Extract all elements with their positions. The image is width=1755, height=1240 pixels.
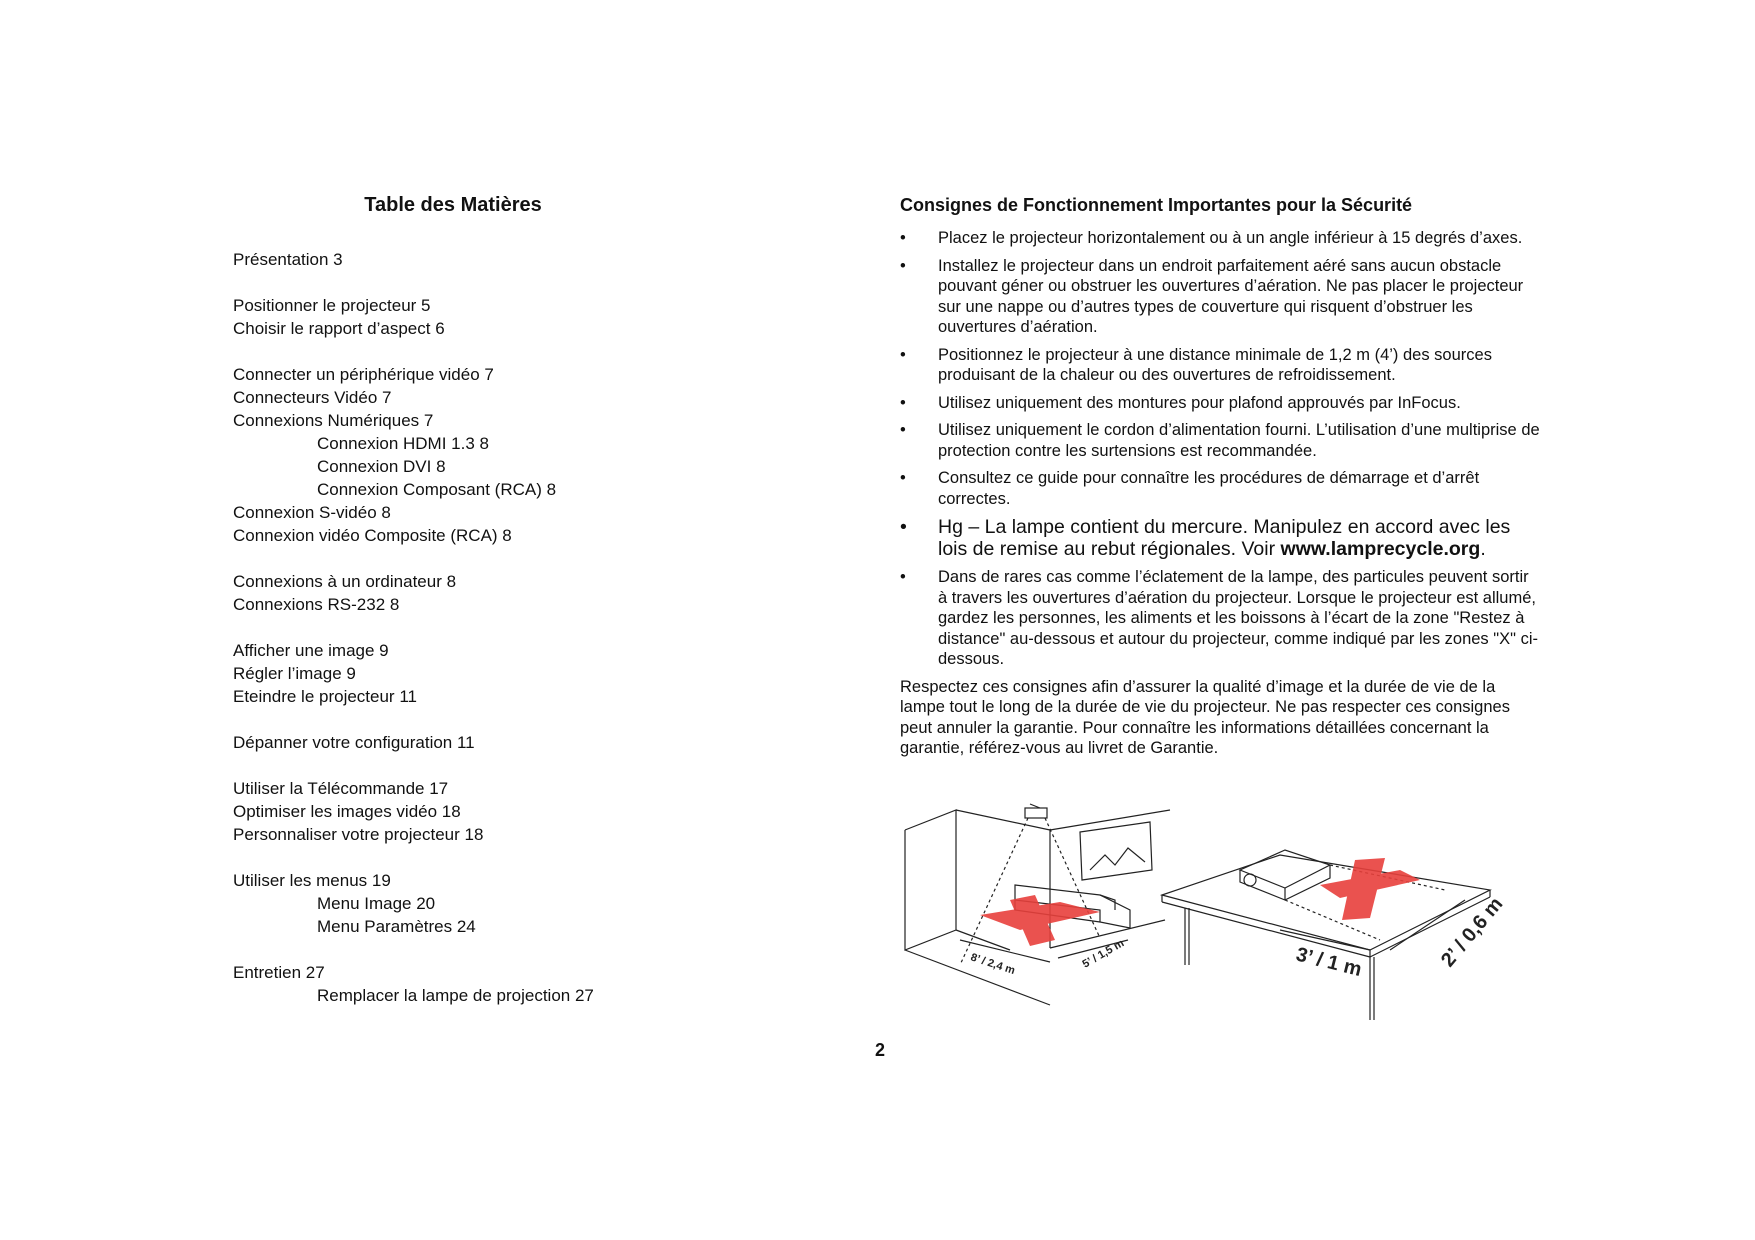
bullet-icon: • xyxy=(900,393,906,412)
safety-item-text: Utilisez uniquement des montures pour plafond approuvés par InFocus. xyxy=(938,393,1461,412)
safety-title: Consignes de Fonctionnement Importantes pour la Sécurité xyxy=(900,195,1413,215)
safety-item xyxy=(900,345,1540,386)
mercury-end: . xyxy=(1480,538,1486,560)
toc-entry: Connexion HDMI 1.3 8 xyxy=(317,434,489,453)
room-ceiling-edge xyxy=(1050,810,1170,830)
ceiling-projector xyxy=(1025,808,1047,818)
toc-entry: Afficher une image 9 xyxy=(233,641,389,660)
toc-entry: Régler l’image 9 xyxy=(233,664,356,683)
toc-entry: Utiliser les menus 19 xyxy=(233,871,391,890)
toc-entry: Utiliser la Télécommande 17 xyxy=(233,779,449,798)
toc-entry: Connexions à un ordinateur 8 xyxy=(233,572,457,591)
safety-item xyxy=(900,228,1540,249)
safety-item-text: Positionnez le projecteur à une distance minimale de 1,2 m (4’) des sources produisant de la chaleur ou des ouvertures de refroidissement. xyxy=(938,345,1492,384)
bullet-icon: • xyxy=(900,345,906,364)
toc-entry: Connexion vidéo Composite (RCA) 8 xyxy=(233,526,512,545)
toc-entry: Menu Paramètres 24 xyxy=(317,917,476,936)
label-5ft: 5’ / 1,5 m xyxy=(1080,937,1127,971)
bullet-icon: • xyxy=(900,256,906,275)
safety-item-mercury xyxy=(900,516,1540,560)
safety-section xyxy=(900,195,1540,759)
bullet-icon: • xyxy=(900,229,906,247)
toc-entry: Connexion Composant (RCA) 8 xyxy=(317,480,557,499)
safety-item xyxy=(900,393,1540,414)
toc-entry: Menu Image 20 xyxy=(317,894,436,913)
toc-entry: Connexion DVI 8 xyxy=(317,457,446,476)
page-number: 2 xyxy=(874,1040,885,1060)
label-8ft: 8’ / 2,4 m xyxy=(969,951,1017,978)
lamprecycle-link[interactable]: www.lamprecycle.org xyxy=(1280,538,1481,560)
bullet-icon: • xyxy=(900,568,906,586)
placement-illustration xyxy=(900,800,1540,1030)
toc-entry: Entretien 27 xyxy=(233,963,325,982)
keep-away-x-zones xyxy=(980,858,1420,946)
wall-screen xyxy=(1080,822,1152,880)
toc-entry: Connexions Numériques 7 xyxy=(233,411,434,430)
safety-paragraph: Respectez ces consignes afin d’assurer la qualité d’image et la durée de vie de la lampe tout le long de la durée de vie du projecteur. Ne pas respecter ces consignes peut annuler la garantie. Pour connaître les informations détaillées concernant la garantie, référez-vous au livret de Garantie. xyxy=(900,677,1510,757)
toc-entry: Eteindre le projecteur 11 xyxy=(233,687,417,706)
safety-item-text: Consultez ce guide pour connaître les procédures de démarrage et d’arrêt correctes. xyxy=(938,469,1480,508)
toc-entry: Dépanner votre configuration 11 xyxy=(233,733,475,752)
table xyxy=(1162,855,1490,950)
toc-title: Table des Matières xyxy=(364,194,542,216)
toc-entry: Positionner le projecteur 5 xyxy=(233,296,431,315)
safety-item-text: Placez le projecteur horizontalement ou à un angle inférieur à 15 degrés d’axes. xyxy=(938,229,1523,247)
mercury-text: Hg – La lampe contient du mercure. Manipulez en accord avec les lois de remise au rebut régionales. Voir xyxy=(938,516,1511,560)
safety-item xyxy=(900,567,1540,670)
label-2ft: 2’ / 0,6 m xyxy=(1436,893,1508,972)
arrow-3ft xyxy=(1280,930,1370,950)
toc-entry: Choisir le rapport d’aspect 6 xyxy=(233,319,445,338)
toc-entry: Connecteurs Vidéo 7 xyxy=(233,388,392,407)
label-3ft: 3’ / 1 m xyxy=(1293,943,1364,981)
toc-entry: Présentation 3 xyxy=(233,250,343,269)
bullet-icon: • xyxy=(900,421,906,439)
bullet-icon: • xyxy=(900,516,907,538)
safety-item-text: Utilisez uniquement le cordon d’alimentation fourni. L’utilisation d’une multiprise de protection contre les surtensions est recommandée. xyxy=(938,421,1540,460)
toc-entry: Remplacer la lampe de projection 27 xyxy=(317,986,594,1005)
safety-item-text: Installez le projecteur dans un endroit parfaitement aéré sans aucun obstacle pouvant géner ou obstruer les ouvertures d’aération. Ne pas placer le projecteur sur une nappe ou d’autres types de couverture qui risquent d’obstruer les ouvertures d’aération. xyxy=(938,256,1524,336)
safety-list xyxy=(900,228,1540,670)
safety-item-text: Dans de rares cas comme l’éclatement de la lampe, des particules peuvent sortir à travers les ouvertures d’aération du projecteur. Lorsque le projecteur est allumé, gardez les personnes, les aliments et les boissons à l’écart de la zone "Restez à distance" au-dessous et autour du projecteur, comme indiqué par les zones "X" ci-dessous. xyxy=(938,568,1538,668)
room-wall-left xyxy=(905,810,956,950)
safety-item xyxy=(900,420,1540,461)
safety-item xyxy=(900,256,1540,338)
toc-entry: Connecter un périphérique vidéo 7 xyxy=(233,365,494,384)
toc-entry: Connexion S-vidéo 8 xyxy=(233,503,391,522)
toc-entry: Connexions RS-232 8 xyxy=(233,595,400,614)
bullet-icon: • xyxy=(900,469,906,487)
toc-entry: Optimiser les images vidéo 18 xyxy=(233,802,461,821)
safety-item xyxy=(900,468,1540,509)
toc-entry: Personnaliser votre projecteur 18 xyxy=(233,825,484,844)
toc-list xyxy=(233,248,594,1007)
